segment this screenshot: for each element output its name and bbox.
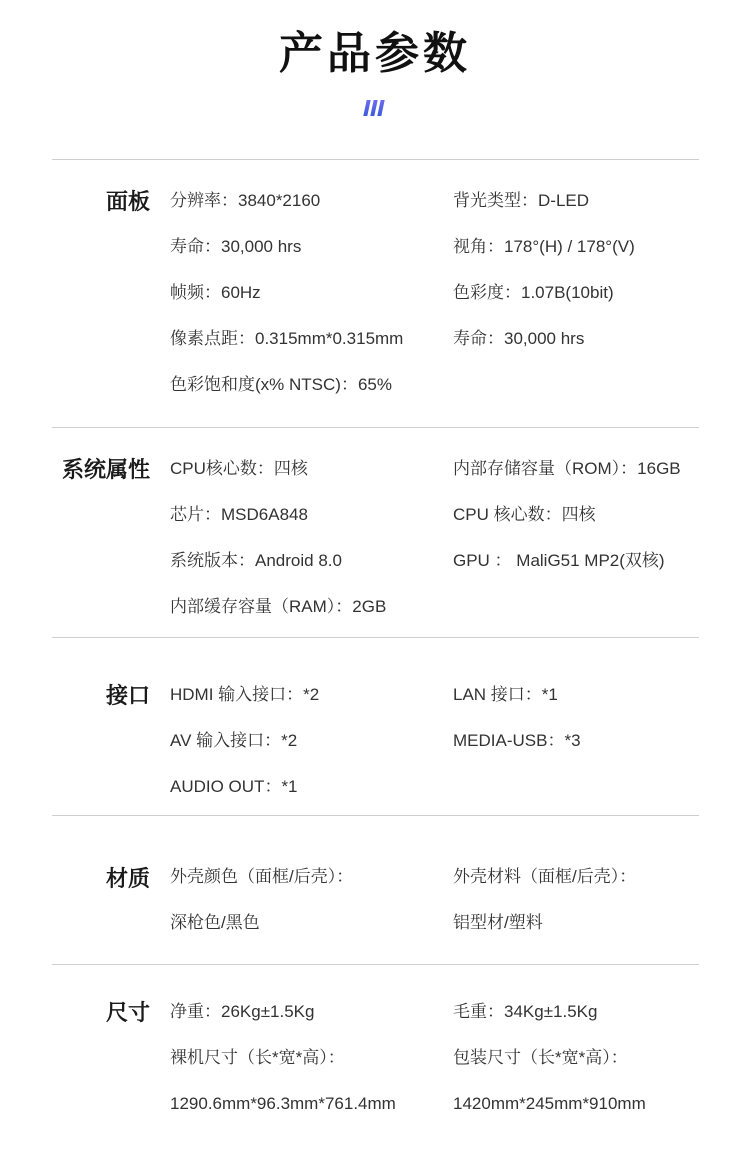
spec-item: 1420mm*245mm*910mm xyxy=(453,1094,646,1113)
spec-item: 寿命：30,000 hrs xyxy=(170,237,302,256)
section-title-dimensions: 尺寸 xyxy=(105,1000,150,1025)
spec-item: 像素点距：0.315mm*0.315mm xyxy=(170,329,404,348)
spec-item: HDMI 输入接口：*2 xyxy=(170,685,320,704)
spec-item: 色彩度：1.07B(10bit) xyxy=(453,283,614,302)
spec-item: 净重：26Kg±1.5Kg xyxy=(170,1002,315,1021)
spec-item: 内部缓存容量（RAM）：2GB xyxy=(170,597,387,616)
section-divider xyxy=(52,815,699,816)
section-divider xyxy=(52,964,699,965)
spec-item: 视角：178°(H) / 178°(V) xyxy=(453,237,635,256)
section-divider xyxy=(52,159,699,160)
spec-item: 裸机尺寸（长*宽*高）： xyxy=(170,1048,345,1067)
spec-item: GPU ： MaliG51 MP2(双核) xyxy=(453,551,665,570)
section-title-interfaces: 接口 xyxy=(105,683,150,708)
section-divider xyxy=(52,637,699,638)
page-title: 产品参数 xyxy=(279,29,471,78)
spec-item: 系统版本：Android 8.0 xyxy=(170,551,342,570)
spec-item: CPU核心数：四核 xyxy=(170,459,308,478)
spec-item: 帧频：60Hz xyxy=(170,283,261,302)
spec-item: LAN 接口：*1 xyxy=(453,685,558,704)
section-title-panel: 面板 xyxy=(105,189,150,214)
spec-item: 分辨率：3840*2160 xyxy=(170,191,321,210)
spec-item: 芯片：MSD6A848 xyxy=(170,505,308,524)
spec-item: 毛重：34Kg±1.5Kg xyxy=(453,1002,598,1021)
spec-item: AV 输入接口：*2 xyxy=(170,731,298,750)
spec-item: AUDIO OUT：*1 xyxy=(170,777,298,796)
spec-item: 铝型材/塑料 xyxy=(453,913,543,932)
spec-item: 外壳材料（面框/后壳）： xyxy=(453,867,637,886)
spec-item: MEDIA-USB：*3 xyxy=(453,731,581,750)
spec-item: 内部存储容量（ROM）：16GB xyxy=(453,459,681,478)
spec-item: 外壳颜色（面框/后壳）： xyxy=(170,867,354,886)
spec-item: 深枪色/黑色 xyxy=(170,913,260,932)
title-decoration-icon xyxy=(363,100,387,120)
spec-item: 1290.6mm*96.3mm*761.4mm xyxy=(170,1094,396,1113)
spec-item: 寿命：30,000 hrs xyxy=(453,329,585,348)
section-title-material: 材质 xyxy=(105,866,150,891)
spec-item: 背光类型：D-LED xyxy=(453,191,590,210)
spec-item: 色彩饱和度(x% NTSC)：65% xyxy=(170,375,392,394)
spec-item: 包装尺寸（长*宽*高）： xyxy=(453,1048,628,1067)
section-title-system: 系统属性 xyxy=(61,457,150,482)
section-divider xyxy=(52,427,699,428)
spec-item: CPU 核心数：四核 xyxy=(453,505,596,524)
